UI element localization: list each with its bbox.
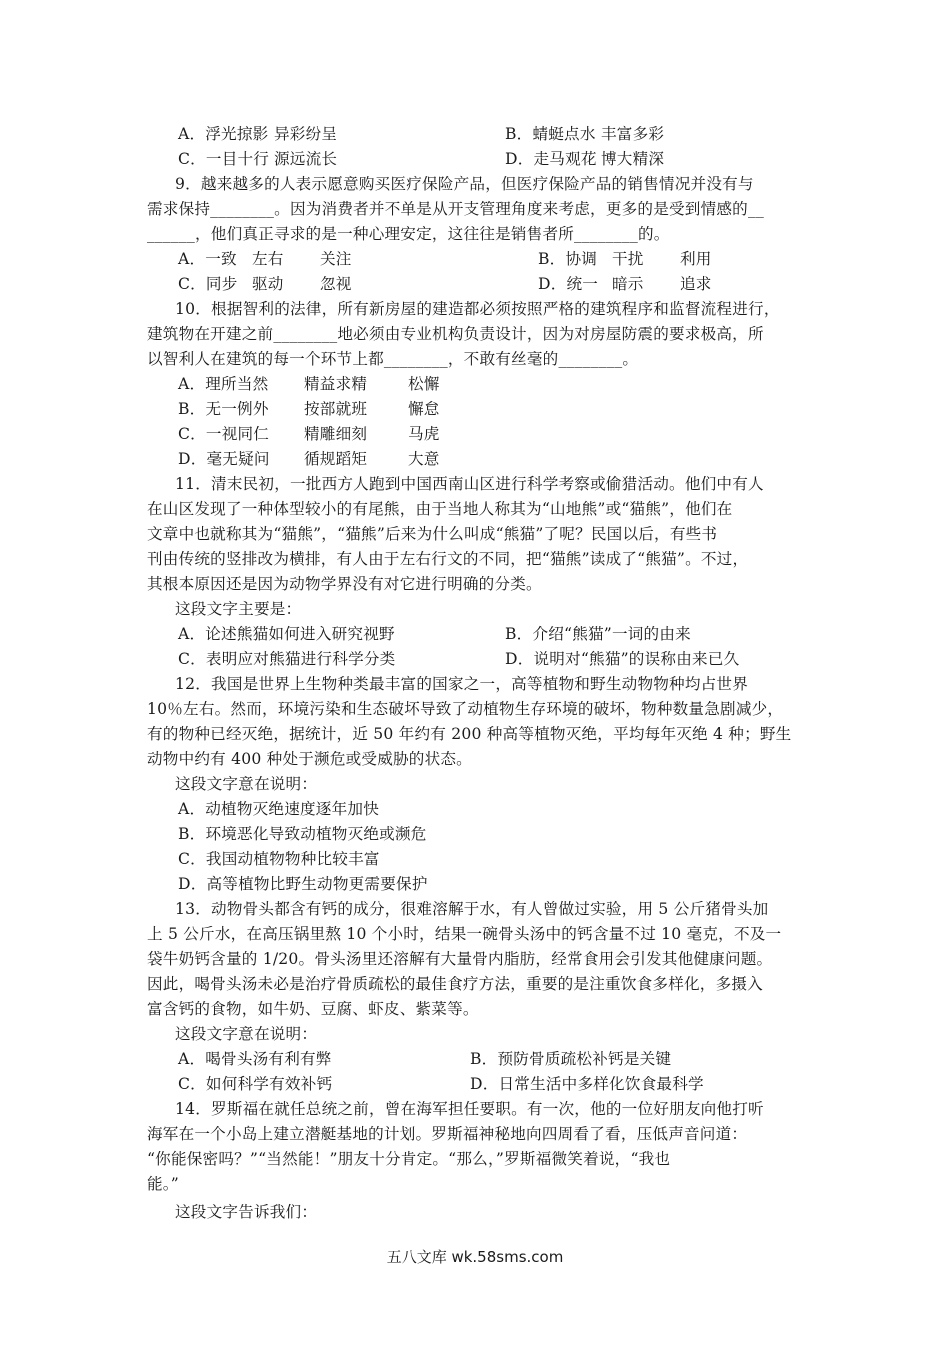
q13-stem-line: 13．动物骨头都含有钙的成分，很难溶解于水，有人曾做过实验，用 5 公斤猪骨头加 <box>175 900 769 918</box>
q8-option-b: B．蜻蜓点水 丰富多彩 <box>505 125 665 143</box>
q12-prompt: 这段文字意在说明： <box>175 775 318 793</box>
q8-option-d: D．走马观花 博大精深 <box>505 150 665 168</box>
q12-stem-line: 12．我国是世界上生物种类最丰富的国家之一，高等植物和野生动物物种均占世界 <box>175 675 749 693</box>
q11-stem-line: 在山区发现了一种体型较小的有尾熊，由于当地人称其为“山地熊”或“猫熊”，他们在 <box>147 500 733 518</box>
q12-option-a: A．动植物灭绝速度逐年加快 <box>178 800 379 818</box>
q9-stem-line: ______，他们真正寻求的是一种心理安定，这往往是销售者所________的。 <box>147 225 670 243</box>
q9-option-d: D．统一 暗示 追求 <box>538 275 712 293</box>
q13-option-d: D．日常生活中多样化饮食最科学 <box>470 1075 704 1093</box>
q12-stem-line: 10％左右。然而，环境污染和生态破坏导致了动植物生存环境的破坏，物种数量急剧减少， <box>147 700 784 718</box>
q11-option-b: B．介绍“熊猫”一词的由来 <box>505 625 691 643</box>
q8-option-c: C．一目十行 源远流长 <box>178 150 338 168</box>
q13-stem-line: 袋牛奶钙含量的 1/20。骨头汤里还溶解有大量骨内脂肪，经常食用会引发其他健康问题。 <box>147 950 773 968</box>
q8-option-a: A．浮光掠影 异彩纷呈 <box>178 125 338 143</box>
q10-option-c: C．一视同仁 精雕细刻 马虎 <box>178 425 440 443</box>
q13-stem-line: 上 5 公斤水，在高压锅里熬 10 个小时，结果一碗骨头汤中的钙含量不过 10 毫克，不及一 <box>147 925 782 943</box>
q11-option-a: A．论述熊猫如何进入研究视野 <box>178 625 395 643</box>
q13-stem-line: 富含钙的食物，如牛奶、豆腐、虾皮、紫菜等。 <box>147 1000 479 1018</box>
q9-option-c: C．同步 驱动 忽视 <box>178 275 352 293</box>
q12-option-b: B．环境恶化导致动植物灭绝或濒危 <box>178 825 427 843</box>
q12-stem-line: 动物中约有 400 种处于濒危或受威胁的状态。 <box>147 750 472 768</box>
q9-option-b: B．协调 干扰 利用 <box>538 250 712 268</box>
q12-option-d: D．高等植物比野生动物更需要保护 <box>178 875 428 893</box>
page-footer-watermark: 五八文库 wk.58sms.com <box>386 1248 564 1266</box>
q14-stem-line: 14．罗斯福在就任总统之前，曾在海军担任要职。有一次，他的一位好朋友向他打听 <box>175 1100 764 1118</box>
q11-stem-line: 文章中也就称其为“猫熊”，“猫熊”后来为什么叫成“熊猫”了呢？民国以后，有些书 <box>147 525 718 543</box>
q14-prompt: 这段文字告诉我们： <box>175 1203 318 1221</box>
q14-stem-line: 能。” <box>147 1175 179 1193</box>
q13-prompt: 这段文字意在说明： <box>175 1025 318 1043</box>
q9-option-a: A．一致 左右 关注 <box>178 250 352 268</box>
q10-stem-line: 以智利人在建筑的每一个环节上都________，不敢有丝毫的________。 <box>147 350 639 368</box>
q11-option-d: D．说明对“熊猫”的误称由来已久 <box>505 650 740 668</box>
q14-stem-line: 海军在一个小岛上建立潜艇基地的计划。罗斯福神秘地向四周看了看，压低声音问道： <box>147 1125 748 1143</box>
q10-stem-line: 10．根据智利的法律，所有新房屋的建造都必须按照严格的建筑程序和监督流程进行， <box>175 300 780 318</box>
q11-option-c: C．表明应对熊猫进行科学分类 <box>178 650 396 668</box>
q10-option-a: A．理所当然 精益求精 松懈 <box>178 375 440 393</box>
q10-option-d: D．毫无疑问 循规蹈矩 大意 <box>178 450 440 468</box>
q11-prompt: 这段文字主要是： <box>175 600 302 618</box>
q9-stem-line: 需求保持________。因为消费者并不单是从开支管理角度来考虑，更多的是受到情感的__ <box>147 200 764 218</box>
q10-stem-line: 建筑物在开建之前________地必须由专业机构负责设计，因为对房屋防震的要求极高，所 <box>147 325 764 343</box>
q11-stem-line: 刊由传统的竖排改为横排，有人由于左右行文的不同，把“猫熊”读成了“熊猫”。不过， <box>147 550 749 568</box>
q13-stem-line: 因此，喝骨头汤未必是治疗骨质疏松的最佳食疗方法，重要的是注重饮食多样化，多摄入 <box>147 975 763 993</box>
q9-stem-line: 9．越来越多的人表示愿意购买医疗保险产品，但医疗保险产品的销售情况并没有与 <box>175 175 754 193</box>
q11-stem-line: 11．清末民初，一批西方人跑到中国西南山区进行科学考察或偷猎活动。他们中有人 <box>175 475 764 493</box>
q12-option-c: C．我国动植物物种比较丰富 <box>178 850 380 868</box>
q13-option-b: B．预防骨质疏松补钙是关键 <box>470 1050 672 1068</box>
q13-option-c: C．如何科学有效补钙 <box>178 1075 333 1093</box>
q10-option-b: B．无一例外 按部就班 懈怠 <box>178 400 440 418</box>
q12-stem-line: 有的物种已经灭绝，据统计，近 50 年约有 200 种高等植物灭绝，平均每年灭绝 4 种；野生 <box>147 725 792 743</box>
q14-stem-line: “你能保密吗？”“当然能！”朋友十分肯定。“那么，”罗斯福微笑着说，“我也 <box>147 1150 671 1168</box>
q11-stem-line: 其根本原因还是因为动物学界没有对它进行明确的分类。 <box>147 575 542 593</box>
q13-option-a: A．喝骨头汤有利有弊 <box>178 1050 332 1068</box>
